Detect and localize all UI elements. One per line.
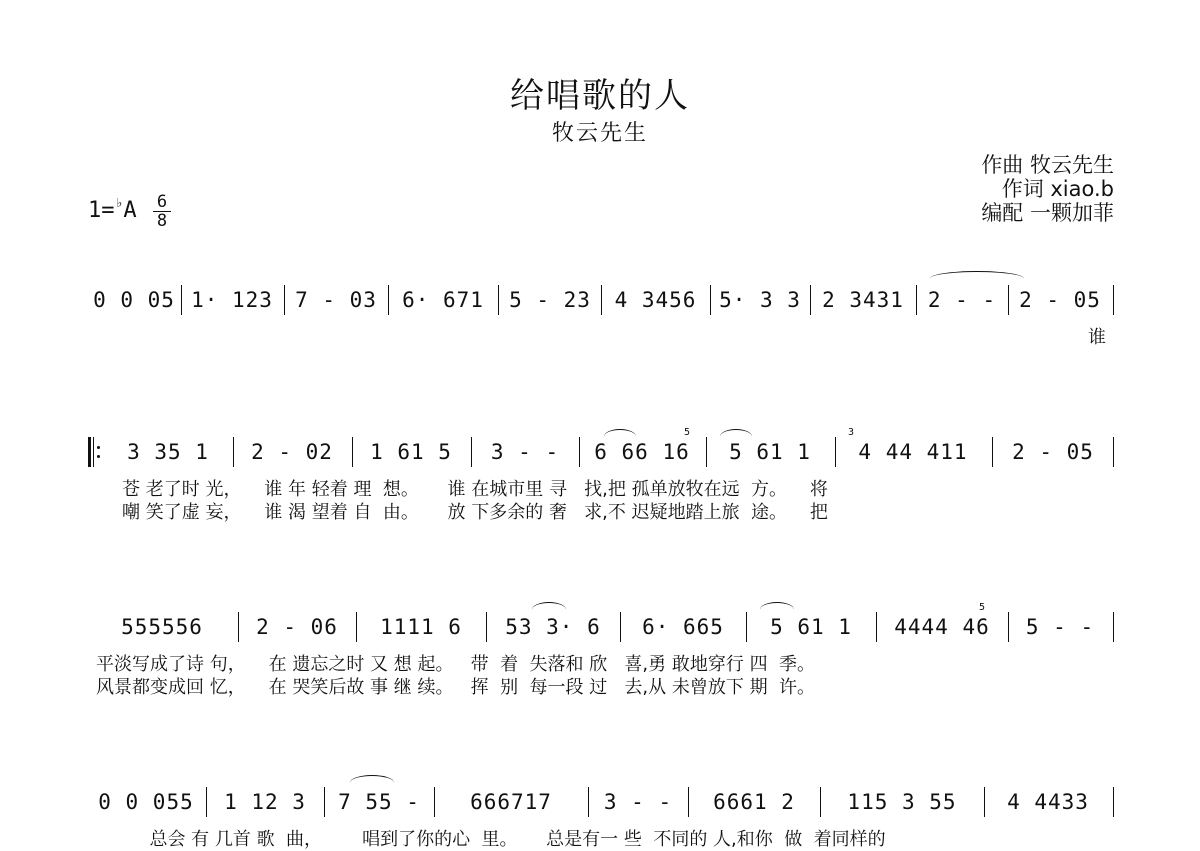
measure: 1 12 3 bbox=[224, 790, 306, 814]
measure: 5 - - bbox=[1025, 615, 1095, 639]
barline bbox=[992, 437, 993, 467]
lyric-line-1: 平淡写成了诗 句， 在 遗忘之时 又 想 起。 带 着 失落和 欣 喜,勇 敢地穿行 四 季。 bbox=[96, 654, 816, 675]
barline bbox=[706, 437, 707, 467]
arranger-credit: 编配 一颗加菲 bbox=[981, 201, 1114, 225]
measure: 1· 123 bbox=[191, 288, 273, 312]
measure: 2 - - bbox=[927, 288, 997, 312]
measure: 7 - 03 bbox=[295, 288, 377, 312]
measure: 2 - 05 bbox=[1012, 440, 1094, 464]
measure: 6· 665 bbox=[642, 615, 724, 639]
measure: 115 3 55 bbox=[847, 790, 957, 814]
flat-symbol: ♭ bbox=[115, 196, 124, 211]
key-prefix: 1= bbox=[88, 198, 115, 223]
barline bbox=[984, 787, 985, 817]
measure: 1111 6 bbox=[380, 615, 462, 639]
notes-row-1 bbox=[88, 283, 1118, 323]
measure: 5 61 1 bbox=[729, 440, 811, 464]
barline bbox=[1008, 285, 1009, 315]
measure: 3 35 1 bbox=[127, 440, 209, 464]
repeat-start-sign bbox=[88, 437, 98, 467]
barline bbox=[181, 285, 182, 315]
tie-slur bbox=[532, 602, 566, 617]
lyric-line-2: 嘲 笑了虚 妄， 谁 渴 望着 自 由。 放 下多余的 奢 求,不 迟疑地踏上旅 途。 把 bbox=[122, 502, 828, 523]
measure: 7 55 - bbox=[338, 790, 420, 814]
barline bbox=[284, 285, 285, 315]
tie-slur bbox=[720, 429, 752, 444]
repeat-dot bbox=[97, 446, 100, 449]
measure: 5 61 1 bbox=[770, 615, 852, 639]
credits bbox=[981, 153, 1114, 225]
tie-slur bbox=[930, 271, 1024, 286]
barline bbox=[820, 787, 821, 817]
meter-bottom: 8 bbox=[156, 211, 168, 231]
tie-slur bbox=[604, 429, 636, 444]
barline bbox=[835, 437, 836, 467]
barline bbox=[1113, 612, 1114, 642]
staff-system-2 bbox=[88, 427, 1118, 525]
measure: 4444 46 bbox=[894, 615, 990, 639]
barline bbox=[601, 285, 602, 315]
measure: 1 61 5 bbox=[370, 440, 452, 464]
composer-credit: 作曲 牧云先生 bbox=[981, 153, 1114, 177]
lyric-line-1: 总会 有 几首 歌 曲， 唱到了你的心 里。 总是有一 些 不同的 人,和你 做 着同样的 bbox=[138, 829, 886, 850]
barline bbox=[620, 612, 621, 642]
measure: 4 3456 bbox=[614, 288, 697, 312]
lyric-line-1: 谁 bbox=[1088, 327, 1106, 348]
measure: 666717 bbox=[470, 790, 552, 814]
measure: 3 - - bbox=[603, 790, 673, 814]
tie-slur bbox=[760, 602, 794, 617]
notes-row-4 bbox=[88, 785, 1118, 825]
song-subtitle: 牧云先生 bbox=[551, 121, 648, 146]
barline bbox=[579, 437, 580, 467]
barline bbox=[388, 285, 389, 315]
measure: 555556 bbox=[121, 615, 203, 639]
measure: 4 4433 bbox=[1007, 790, 1089, 814]
key-note: A bbox=[123, 198, 137, 223]
measure: 2 - 05 bbox=[1019, 288, 1101, 312]
repeat-dot bbox=[97, 455, 100, 458]
staff-system-1 bbox=[88, 283, 1118, 353]
notes-row-3 bbox=[88, 610, 1118, 650]
barline bbox=[810, 285, 811, 315]
barline bbox=[498, 285, 499, 315]
measure: 6 66 16 bbox=[594, 440, 690, 464]
measure: 6661 2 bbox=[713, 790, 795, 814]
staff-system-3 bbox=[88, 602, 1118, 700]
repeat-thick-line bbox=[88, 437, 91, 467]
barline bbox=[324, 787, 325, 817]
measure: 6· 671 bbox=[402, 288, 484, 312]
barline bbox=[471, 437, 472, 467]
grace-note: 5 bbox=[684, 427, 691, 438]
measure: 5 - 23 bbox=[509, 288, 591, 312]
song-title: 给唱歌的人 bbox=[510, 76, 690, 116]
measure: 2 3431 bbox=[822, 288, 904, 312]
barline bbox=[486, 612, 487, 642]
measure: 5· 3 3 bbox=[719, 288, 801, 312]
barline bbox=[1113, 437, 1114, 467]
barline bbox=[206, 787, 207, 817]
barline bbox=[434, 787, 435, 817]
measure: 0 0 05 bbox=[93, 288, 175, 312]
barline bbox=[238, 612, 239, 642]
barline bbox=[352, 437, 353, 467]
measure: 2 - 02 bbox=[251, 440, 333, 464]
barline bbox=[356, 612, 357, 642]
measure: 53 3· 6 bbox=[505, 615, 601, 639]
barline bbox=[916, 285, 917, 315]
key-signature bbox=[88, 198, 137, 223]
meter-top: 6 bbox=[156, 192, 168, 212]
barline bbox=[1113, 285, 1114, 315]
barline bbox=[1113, 787, 1114, 817]
grace-note: 3 bbox=[848, 427, 855, 438]
repeat-thin-line bbox=[93, 437, 94, 467]
time-signature bbox=[153, 194, 171, 229]
barline bbox=[233, 437, 234, 467]
barline bbox=[746, 612, 747, 642]
barline bbox=[588, 787, 589, 817]
lyric-line-1: 苍 老了时 光， 谁 年 轻着 理 想。 谁 在城市里 寻 找,把 孤单放牧在远 方。 将 bbox=[122, 479, 828, 500]
tie-slur bbox=[350, 775, 394, 790]
grace-note: 5 bbox=[979, 602, 986, 613]
measure: 2 - 06 bbox=[256, 615, 338, 639]
barline bbox=[1008, 612, 1009, 642]
barline bbox=[688, 787, 689, 817]
barline bbox=[876, 612, 877, 642]
lyricist-credit: 作词 xiao.b bbox=[1001, 177, 1114, 201]
measure: 4 44 411 bbox=[858, 440, 968, 464]
barline bbox=[710, 285, 711, 315]
lyric-line-2: 风景都变成回 忆， 在 哭笑后故 事 继 续。 挥 别 每一段 过 去,从 未曾放下 期 许。 bbox=[96, 677, 816, 698]
notes-row-2 bbox=[88, 435, 1118, 475]
staff-system-4 bbox=[88, 785, 1118, 850]
measure: 3 - - bbox=[490, 440, 560, 464]
measure: 0 0 055 bbox=[98, 790, 194, 814]
